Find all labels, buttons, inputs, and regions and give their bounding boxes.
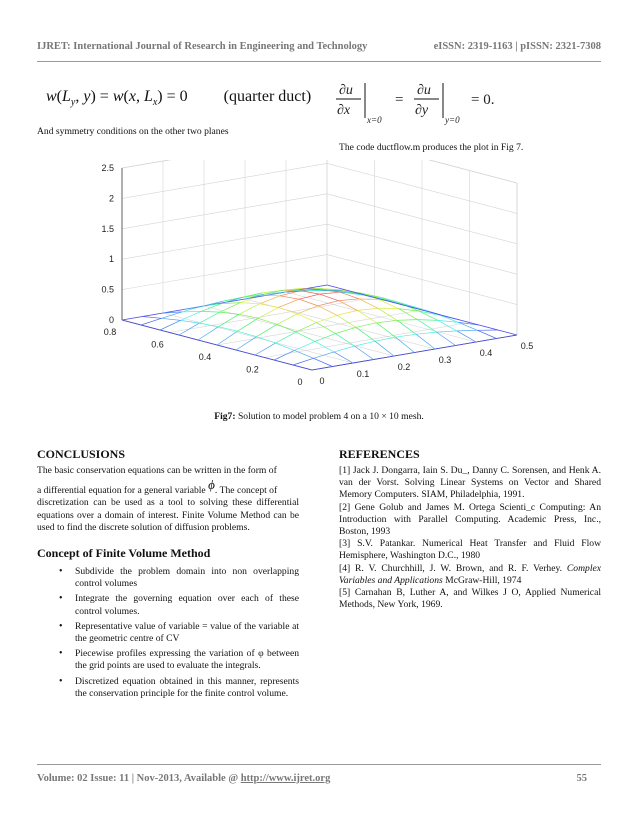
surface-line — [200, 312, 221, 323]
surface-line — [416, 332, 437, 334]
surface-line — [296, 323, 317, 333]
figure-caption-text: Solution to model problem 4 on a 10 × 10 mesh. — [237, 411, 424, 422]
surface-line — [236, 350, 255, 355]
surface-line — [312, 367, 333, 371]
surface-line — [274, 360, 293, 365]
conclusions-paragraph — [37, 465, 299, 534]
z-tick-label: 0 — [108, 315, 114, 325]
surface-line — [122, 317, 143, 321]
surface-line — [257, 324, 278, 336]
surface-line — [260, 296, 281, 304]
surface-line — [219, 327, 238, 332]
surface-line — [160, 320, 181, 330]
page-number: 55 — [576, 773, 587, 784]
surface-line — [356, 323, 377, 328]
surface-line — [141, 318, 162, 325]
svg-text:x=0: x=0 — [367, 115, 382, 125]
surface-line — [236, 337, 257, 350]
list-item-text: Subdivide the problem domain into non overlapping control volumes — [75, 566, 299, 590]
surface-line — [418, 320, 439, 321]
list-item — [37, 621, 299, 645]
surface-line — [457, 331, 476, 342]
surface-line — [160, 330, 179, 335]
reference-item: [2] Gene Golub and James M. Ortega Scienti_c Computing: An Introduction with Parallel Computing. Academic Press, Inc., Boston, 1993 — [339, 501, 601, 538]
surface-line — [261, 295, 280, 296]
footer-rule — [37, 764, 601, 765]
surface-plot — [100, 160, 550, 395]
surface-line — [217, 345, 236, 350]
surface-line — [457, 330, 478, 331]
list-item — [37, 648, 299, 672]
y-tick-label: 0.4 — [479, 348, 493, 358]
surface-line — [498, 330, 517, 335]
y-tick-label: 0 — [319, 376, 325, 386]
y-tick-label: 0.2 — [397, 362, 411, 372]
x-tick-label: 0.4 — [198, 352, 212, 362]
bullet-icon: • — [59, 620, 63, 632]
surface-line — [298, 306, 319, 314]
fvm-heading: Concept of Finite Volume Method — [37, 546, 211, 560]
reference-publisher: McGraw-Hill, 1974 — [445, 574, 522, 586]
surface-line — [299, 294, 320, 299]
surface-line — [276, 332, 297, 343]
surface-line — [279, 299, 300, 307]
surface-line — [358, 310, 377, 322]
list-item-text: Discretized equation obtained in this manner, represents the conservation principle for the finite control volume. — [75, 675, 299, 699]
surface-line — [143, 317, 162, 319]
surface-line — [375, 337, 396, 341]
surface-line — [355, 341, 376, 346]
surface-line — [334, 346, 355, 352]
svg-text:=: = — [395, 92, 404, 108]
grid-line — [265, 323, 470, 358]
z-tick-label: 2.5 — [101, 163, 114, 173]
grid-line — [122, 194, 327, 229]
svg-text:∂u: ∂u — [417, 83, 431, 98]
y-tick-label: 0.5 — [520, 341, 534, 351]
surface-line — [377, 320, 398, 323]
svg-text:∂x: ∂x — [337, 103, 351, 118]
surface-line — [122, 320, 141, 325]
surface-line — [220, 303, 241, 313]
reference-authors: [4] R. V. Churchhill, J. W. Brown, and R. F. Verhey. — [339, 562, 563, 574]
phi-symbol: ϕ — [208, 477, 215, 493]
surface-line — [280, 296, 299, 299]
footer-volume: Volume: 02 Issue: 11 | Nov-2013, Available @ — [37, 773, 239, 784]
surface-line — [258, 318, 277, 324]
surface-line — [201, 311, 220, 312]
surface-line — [394, 353, 415, 357]
list-item — [37, 566, 299, 590]
code-note: The code ductflow.m produces the plot in Fig 7. — [339, 142, 524, 153]
surface-line — [320, 292, 341, 294]
surface-line — [260, 304, 279, 308]
reference-item: [3] S.V. Patankar. Numerical Heat Transfer and Fluid Flow Hemisphere, Washington D.C., 1980 — [339, 538, 601, 562]
surface-line — [238, 331, 257, 337]
surface-line — [255, 355, 274, 360]
surface-line — [299, 299, 318, 306]
surface-line — [293, 358, 314, 365]
surface-line — [374, 356, 395, 360]
surface-line — [356, 327, 375, 341]
surface-line — [397, 320, 416, 334]
conclusions-line-1: The basic conservation equations can be written in the form of — [37, 465, 277, 476]
quarter-duct-note: (quarter duct) — [223, 88, 312, 105]
surface-line — [179, 323, 200, 335]
surface-line — [334, 352, 353, 363]
figure-label: Fig7: — [214, 411, 236, 422]
running-header — [37, 41, 601, 52]
conclusions-variable-text: a differential equation for a general variable — [37, 485, 206, 497]
symmetry-text: And symmetry conditions on the other two planes — [37, 126, 229, 137]
surface-line — [415, 349, 436, 353]
references-heading: REFERENCES — [339, 447, 420, 461]
y-tick-label: 0.3 — [438, 355, 452, 365]
surface-line — [333, 363, 354, 367]
surface-line — [456, 342, 477, 346]
list-item-text: Representative value of variable = value of the variable at the geometric centre of CV — [75, 620, 299, 645]
figure-caption — [0, 411, 638, 422]
journal-title: IJRET: International Journal of Research in Engineering and Technology — [37, 41, 368, 52]
surface-line — [418, 320, 437, 333]
plot-axes-grid — [122, 160, 517, 370]
surface-line — [307, 285, 328, 289]
surface-line — [257, 337, 276, 343]
surface-line — [296, 332, 315, 341]
bullet-icon: • — [59, 648, 63, 660]
surface-line — [353, 360, 374, 364]
surface-line — [377, 323, 396, 337]
surface-line — [359, 299, 378, 309]
bullet-icon: • — [59, 566, 63, 577]
grid-line — [122, 163, 327, 198]
surface-line — [198, 340, 217, 345]
boundary-equation: $w(L_y$, y) = w(x, $L_x) = 0$ (quarter duct) — [46, 88, 312, 109]
z-tick-label: 1 — [108, 254, 114, 265]
conclusions-line-3: discretization can be used as a tool to solving these differential equations over a domain of interest. Finite Volume Method can be used to find the discrete solution of diffusion problems. — [37, 497, 299, 533]
surface-line — [217, 331, 238, 345]
surface-line — [397, 320, 418, 321]
surface-line — [435, 346, 456, 350]
x-tick-label: 0.6 — [151, 339, 164, 350]
z-tick-label: 2 — [108, 193, 114, 204]
surface-line — [419, 311, 438, 320]
surface-line — [337, 310, 358, 315]
list-item — [37, 593, 299, 617]
surface-line — [336, 334, 355, 347]
surface-line — [162, 318, 181, 320]
journal-link[interactable]: http://www.ijret.org — [240, 773, 331, 784]
surface-line — [476, 339, 497, 343]
surface-line — [293, 365, 312, 370]
grid-line — [122, 255, 327, 290]
surface-line — [179, 335, 198, 340]
symmetry-equation — [331, 80, 501, 126]
svg-text:y=0: y=0 — [445, 115, 460, 125]
surface-line — [336, 327, 357, 333]
surface-line — [181, 311, 202, 320]
conclusions-concept-text: . The concept of — [214, 485, 278, 497]
surface-line — [318, 306, 337, 316]
surface-line — [358, 308, 379, 310]
reference-item: [5] Carnahan B, Luther A, and Wilkes J O, Applied Numerical Methods, New York, 1969. — [339, 587, 601, 611]
surface-line — [277, 314, 298, 325]
surface-line — [255, 343, 276, 355]
svg-text:∂y: ∂y — [415, 103, 429, 118]
surface-line — [279, 307, 298, 313]
z-tick-label: 1.5 — [101, 223, 114, 234]
surface-line — [141, 325, 160, 330]
reference-item — [339, 563, 601, 587]
surface-line — [143, 313, 164, 317]
svg-text:∂u: ∂u — [339, 83, 353, 98]
surface-line — [219, 314, 240, 326]
surface-line — [437, 331, 458, 332]
reference-title: Complex Variables and Applications — [339, 562, 602, 586]
surface-line — [315, 334, 336, 342]
list-item — [37, 676, 299, 700]
x-tick-label: 0 — [297, 377, 303, 387]
x-tick-label: 0.8 — [103, 327, 117, 337]
x-tick-label: 0.2 — [246, 364, 259, 375]
list-item-text: Piecewise profiles expressing the variation of φ between the grid points are used to evaluate the integrals. — [75, 648, 299, 672]
references-list — [339, 465, 601, 611]
page-footer — [37, 773, 601, 784]
surface-line — [314, 358, 333, 366]
surface-line — [317, 323, 336, 334]
surface-line — [320, 294, 339, 301]
surface-line — [198, 327, 219, 340]
fvm-bullet-list — [37, 566, 299, 703]
surface-line — [479, 325, 498, 330]
svg-text:= 0.: = 0. — [471, 92, 495, 108]
surface-line — [478, 330, 497, 338]
z-tick-label: 0.5 — [101, 284, 114, 295]
conclusions-heading: CONCLUSIONS — [37, 447, 126, 461]
bullet-icon: • — [59, 593, 63, 605]
bullet-icon: • — [59, 675, 63, 687]
issn-info: eISSN: 2319-1163 | pISSN: 2321-7308 — [433, 41, 601, 52]
reference-item: [1] Jack J. Dongarra, Iain S. Du_, Danny C. Sorensen, and Henk A. van der Vorst. Solving Linear Systems on Vector and Shared Memory Computers. SIAM, Philadelphia, 1991. — [339, 465, 601, 501]
surface-line — [258, 307, 279, 318]
grid-line — [122, 224, 327, 259]
box-edge — [122, 160, 327, 168]
surface-line — [317, 315, 338, 322]
surface-line — [241, 303, 260, 304]
grid-line — [122, 160, 327, 168]
conclusions-line-2 — [37, 477, 299, 497]
surface-line — [396, 337, 415, 352]
surface-line — [239, 304, 260, 315]
surface-line — [182, 311, 201, 312]
surface-line — [295, 341, 316, 350]
surface-line — [305, 290, 324, 291]
list-item-text: Integrate the governing equation over each of these control volumes. — [75, 593, 299, 617]
header-rule — [37, 61, 601, 62]
y-tick-label: 0.1 — [356, 369, 370, 379]
surface-line — [277, 324, 296, 332]
surface-line — [315, 341, 334, 352]
surface-line — [497, 335, 518, 339]
